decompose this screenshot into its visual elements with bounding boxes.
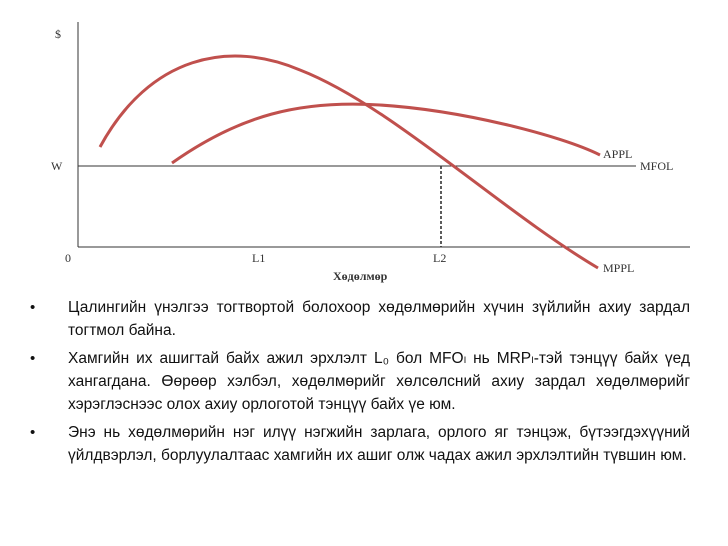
bullet-dot: • [30, 424, 36, 441]
x-tick-l1: L1 [252, 251, 266, 265]
bullet-item [30, 296, 690, 342]
y-axis-label: $ [55, 27, 61, 41]
bullet-text: Энэ нь хөдөлмөрийн нэг илүү нэгжийн зарлага, орлого яг тэнцэж, бүтээгдэхүүний үйлдвэрлэл, борлуулалтаас хамгийн их ашиг олж чадах ажил эрхлэлтийн түвшин юм. [68, 424, 690, 464]
bullet-dot: • [30, 350, 36, 367]
mfo-label: MFOL [640, 159, 674, 173]
bullet-text: Цалингийн үнэлгээ тогтвортой болохоор хөдөлмөрийн хүчин зүйлийн ахиу зардал тогтмол байна. [68, 299, 690, 339]
origin-label: 0 [65, 251, 71, 265]
bullet-item [30, 347, 690, 416]
bullet-dot: • [30, 299, 36, 316]
x-axis-label: Хөдөлмөр [333, 269, 388, 283]
app-curve [172, 104, 600, 163]
y-tick-w: W [51, 159, 63, 173]
app-label: APPL [603, 147, 633, 161]
bullet-item [30, 421, 690, 467]
bullet-list [30, 296, 690, 472]
x-tick-l2: L2 [433, 251, 447, 265]
mpp-label: MPPL [603, 261, 635, 275]
bullet-text: Хамгийн их ашигтай байх ажил эрхлэлт L₀ бол MFOₗ нь MRPₗ-тэй тэнцүү байх үед хангагдана. Өөрөөр хэлбэл, хөдөлмөрийг хөлсөлсний ахиу зардал хөдөлмөрийг хэрэглэснээс олох ахиу орлоготой тэнцүү байх үе юм. [68, 350, 690, 413]
